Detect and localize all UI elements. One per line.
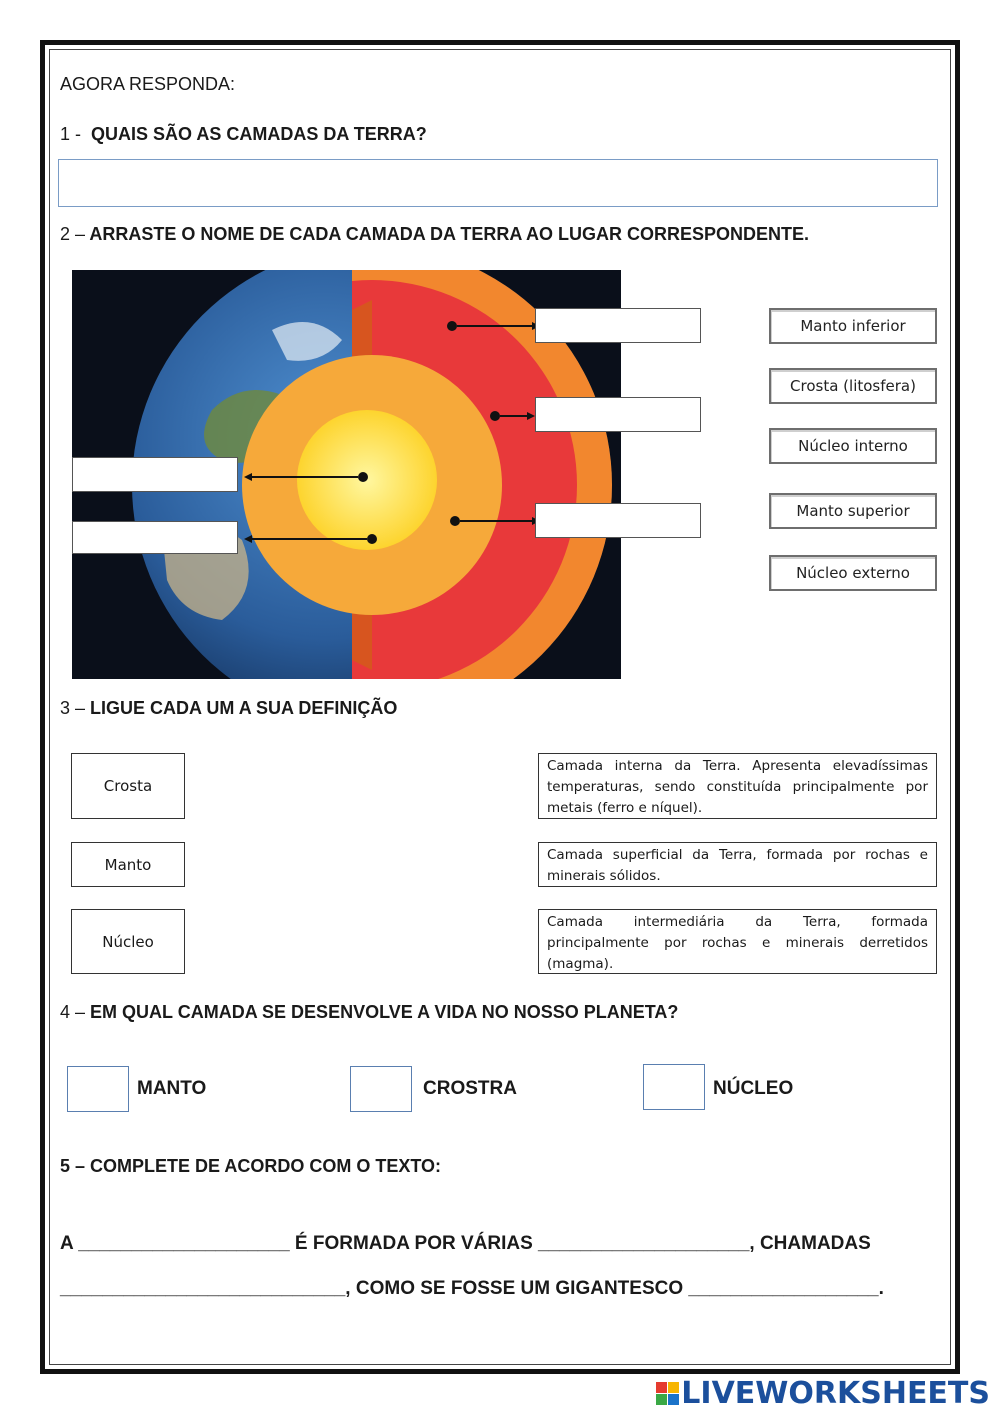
question-1-number: 1 - (60, 124, 82, 144)
pointer-dot (450, 516, 460, 526)
option-nucleo-checkbox[interactable] (643, 1064, 705, 1110)
fill-in-line-2[interactable]: ___________________________, COMO SE FOSSE UM GIGANTESCO __________________. (60, 1278, 884, 1299)
question-4 (60, 1002, 678, 1023)
intro-text: AGORA RESPONDA: (60, 74, 236, 94)
term-manto[interactable]: Manto (71, 842, 185, 887)
option-crostra-checkbox[interactable] (350, 1066, 412, 1112)
question-3-text: LIGUE CADA UM A SUA DEFINIÇÃO (90, 698, 398, 718)
word-manto-inferior[interactable]: Manto inferior (769, 308, 937, 344)
logo-mark-icon (656, 1382, 679, 1405)
question-3 (60, 698, 397, 719)
drop-zone-2[interactable] (535, 397, 701, 432)
logo-text: LIVEWORKSHEETS (681, 1376, 990, 1411)
question-2 (60, 224, 809, 245)
question-2-text: ARRASTE O NOME DE CADA CAMADA DA TERRA AO LUGAR CORRESPONDENTE. (89, 224, 810, 244)
question-2-number: 2 – (60, 224, 86, 244)
question-4-number: 4 – (60, 1002, 86, 1022)
drop-zone-1[interactable] (535, 308, 701, 343)
pointer-dot (358, 472, 368, 482)
word-manto-superior[interactable]: Manto superior (769, 493, 937, 529)
question-1 (60, 124, 427, 145)
option-nucleo-label: NÚCLEO (713, 1078, 794, 1099)
drop-zone-3[interactable] (535, 503, 701, 538)
term-crosta[interactable]: Crosta (71, 753, 185, 819)
fill-in-line-1[interactable]: A ____________________ É FORMADA POR VÁRIAS ____________________, CHAMADAS (60, 1233, 871, 1254)
liveworksheets-logo (656, 1376, 990, 1411)
question-5-title: 5 – COMPLETE DE ACORDO COM O TEXTO: (60, 1156, 442, 1176)
question-3-number: 3 – (60, 698, 86, 718)
word-nucleo-interno[interactable]: Núcleo interno (769, 428, 937, 464)
pointer-dot (447, 321, 457, 331)
term-nucleo[interactable]: Núcleo (71, 909, 185, 974)
question-1-answer-input[interactable] (58, 159, 938, 207)
pointer-dot (490, 411, 500, 421)
word-crosta-litosfera[interactable]: Crosta (litosfera) (769, 368, 937, 404)
definition-2[interactable]: Camada superficial da Terra, formada por rochas e minerais sólidos. (538, 842, 937, 887)
definition-1[interactable]: Camada interna da Terra. Apresenta elevadíssimas temperaturas, sendo constituída principalmente por metais (ferro e níquel). (538, 753, 937, 819)
drop-zone-4[interactable] (72, 457, 238, 492)
drop-zone-5[interactable] (72, 521, 238, 554)
question-4-text: EM QUAL CAMADA SE DESENVOLVE A VIDA NO NOSSO PLANETA? (90, 1002, 679, 1022)
word-nucleo-externo[interactable]: Núcleo externo (769, 555, 937, 591)
option-manto-checkbox[interactable] (67, 1066, 129, 1112)
pointer-dot (367, 534, 377, 544)
definition-3[interactable]: Camada intermediária da Terra, formada principalmente por rochas e minerais derretidos (magma). (538, 909, 937, 974)
question-1-text: QUAIS SÃO AS CAMADAS DA TERRA? (91, 124, 427, 144)
option-manto-label: MANTO (137, 1078, 207, 1099)
option-crostra-label: CROSTRA (423, 1078, 517, 1099)
